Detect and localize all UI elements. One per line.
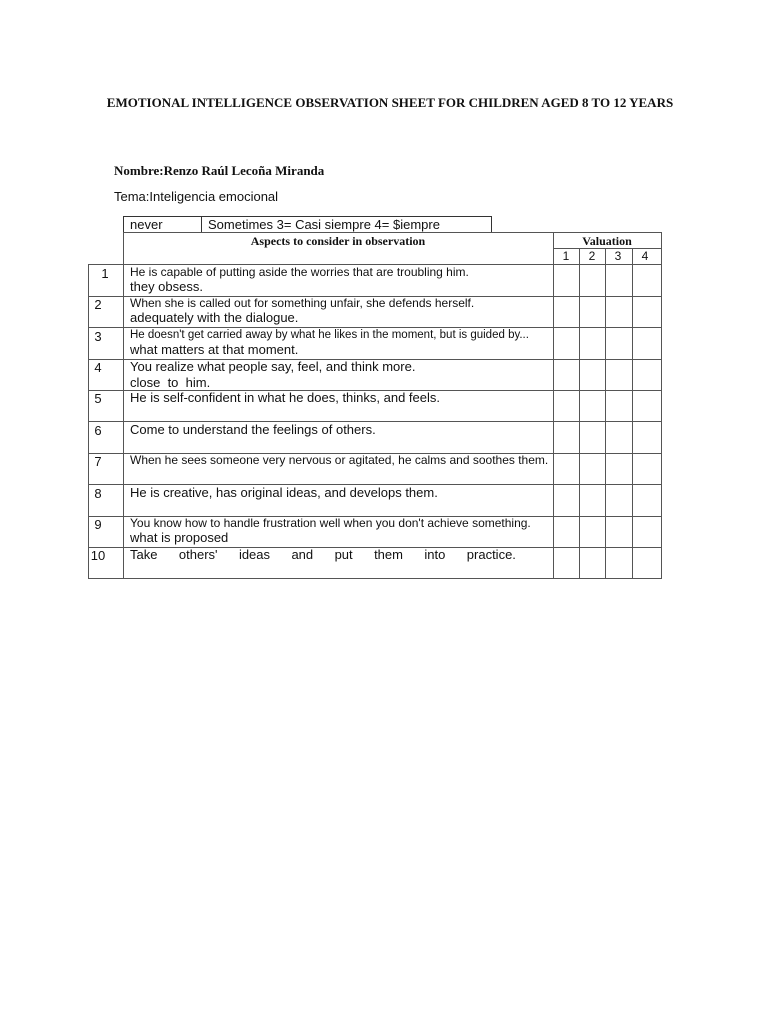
row-number: 6	[94, 423, 102, 438]
valuation-header: Valuation	[582, 234, 632, 248]
row-text-line2: adequately with the dialogue.	[130, 310, 299, 325]
row-text-line1: When he sees someone very nervous or agitated, he calms and soothes them.	[130, 453, 549, 467]
row-number: 10	[90, 548, 106, 563]
table-row	[130, 296, 550, 326]
row-number: 8	[94, 486, 102, 501]
table-row	[130, 390, 550, 406]
table-row	[130, 422, 550, 438]
row-number: 9	[94, 517, 102, 532]
scale-rest-label: Sometimes 3= Casi siempre 4= $iempre	[208, 217, 440, 232]
table-row	[130, 485, 550, 501]
row-text-line1: He doesn't get carried away by what he likes in the moment, but is guided by...	[130, 329, 529, 341]
table-row	[130, 328, 550, 358]
row-word: others'	[178, 547, 218, 562]
row-text-line2: what is proposed	[130, 530, 229, 545]
valuation-col-4: 4	[641, 249, 649, 263]
student-name: Nombre:Renzo Raúl Lecoña Miranda	[114, 163, 325, 178]
row-word: put	[334, 547, 353, 562]
row-word: into	[424, 547, 446, 562]
row-text-line2: they obsess.	[130, 279, 203, 294]
row-number: 2	[94, 297, 102, 312]
row-number: 3	[94, 329, 102, 344]
row-number: 5	[94, 391, 102, 406]
row-text-line1: He is self-confident in what he does, thinks, and feels.	[130, 390, 441, 405]
row-text-line2: close to him.	[130, 375, 211, 390]
valuation-col-3: 3	[614, 249, 622, 263]
row-text-justified	[130, 547, 516, 562]
table-row	[130, 265, 550, 295]
table-row	[130, 547, 550, 562]
document-title: EMOTIONAL INTELLIGENCE OBSERVATION SHEET FOR CHILDREN AGED 8 TO 12 YEARS	[106, 95, 674, 110]
valuation-col-2: 2	[588, 249, 596, 263]
row-text-line1: When she is called out for something unfair, she defends herself.	[130, 296, 475, 310]
row-number: 4	[94, 360, 102, 375]
row-text-line1: Come to understand the feelings of others.	[130, 422, 376, 437]
valuation-col-1: 1	[562, 249, 570, 263]
row-word: practice.	[466, 547, 516, 562]
row-word: and	[291, 547, 314, 562]
row-word: Take	[130, 547, 158, 562]
row-text-line1: You realize what people say, feel, and think more.	[130, 359, 416, 374]
table-row	[130, 453, 550, 467]
row-number: 7	[94, 454, 102, 469]
scale-first-label: never	[124, 217, 202, 232]
row-text-line1: He is creative, has original ideas, and develops them.	[130, 485, 438, 500]
table-row	[130, 359, 550, 391]
aspects-header: Aspects to consider in observation	[250, 234, 426, 248]
row-text-line1: He is capable of putting aside the worries that are troubling him.	[130, 265, 469, 279]
table-row	[130, 516, 550, 546]
row-number: 1	[101, 266, 109, 281]
rating-scale-legend	[123, 216, 492, 233]
row-word: them	[374, 547, 403, 562]
row-text-line2: what matters at that moment.	[130, 342, 299, 357]
row-text-line1: You know how to handle frustration well when you don't achieve something.	[130, 516, 531, 530]
row-word: ideas	[238, 547, 271, 562]
topic-label: Tema:Inteligencia emocional	[114, 189, 279, 204]
